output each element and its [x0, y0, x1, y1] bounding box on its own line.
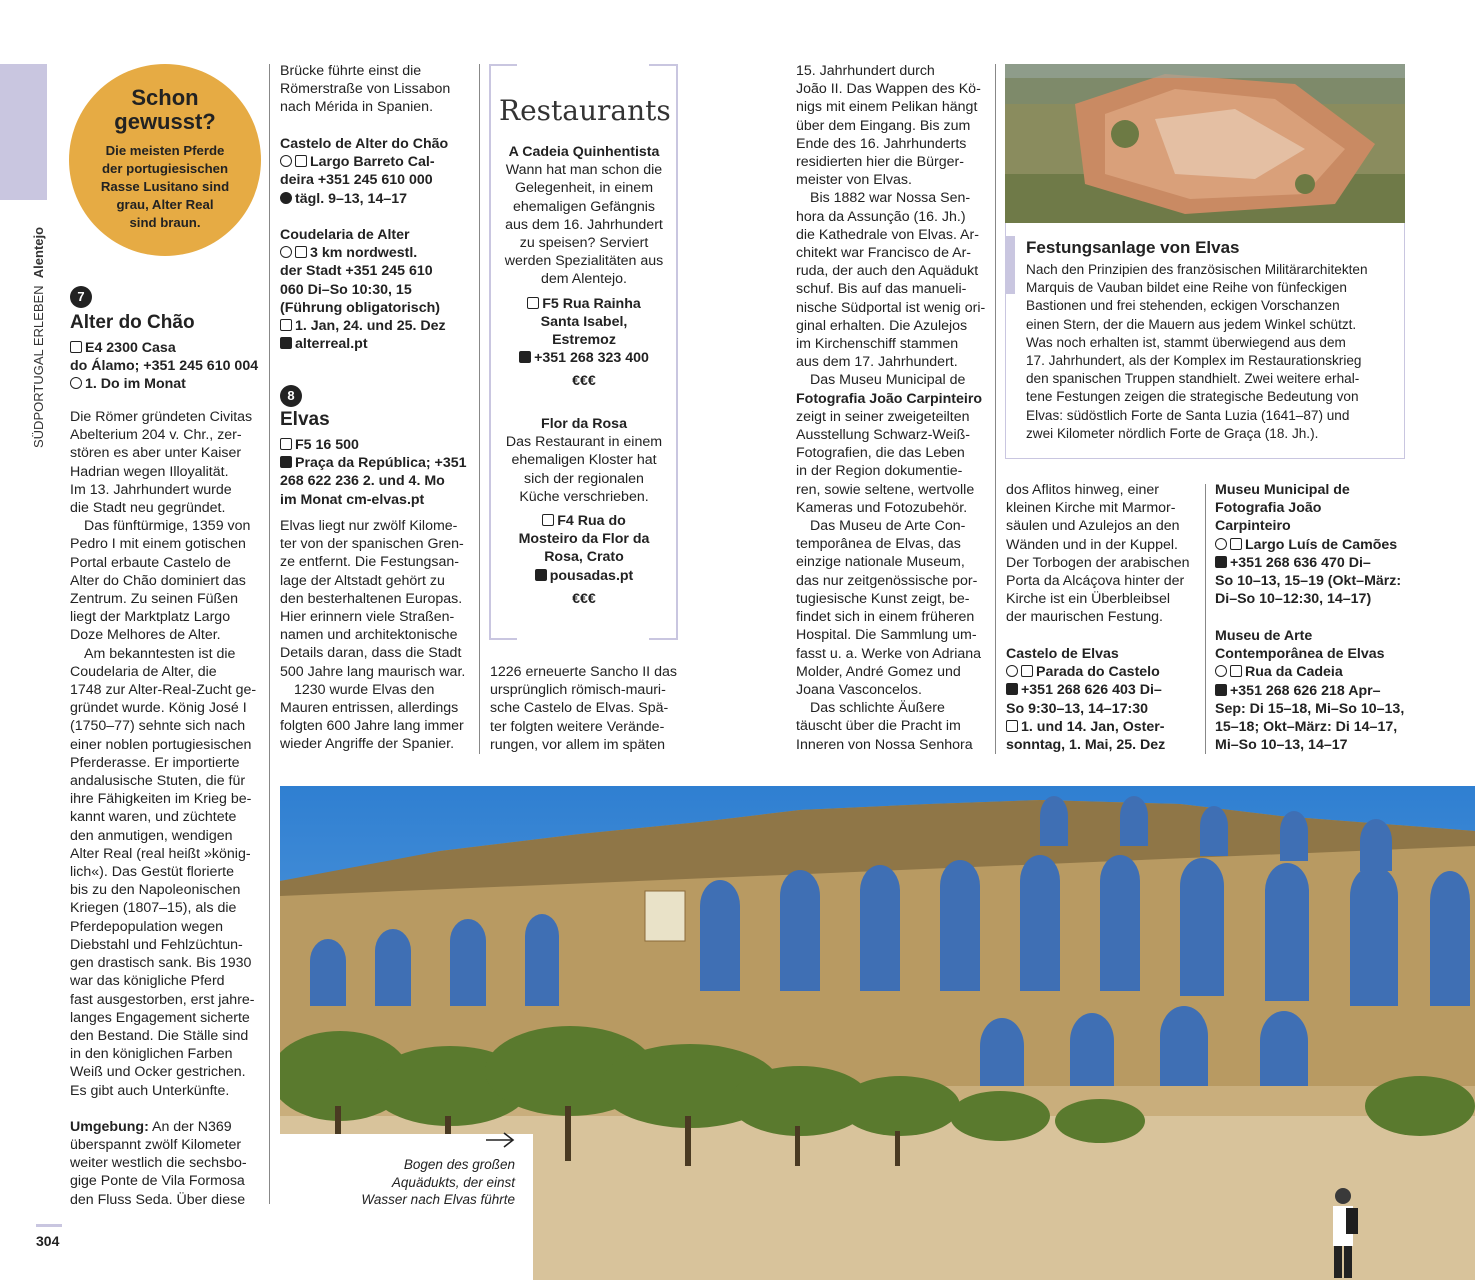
web-icon — [535, 569, 547, 581]
fact-title: Schon gewusst? — [114, 85, 216, 134]
arrow-right-icon — [484, 1130, 516, 1150]
festung-text: Nach den Prinzipien des französischen Militärarchitekten Marquis de Vauban bildet eine Reihe von fünfeckigen Bastionen und frei stehenden, eckigen Vorschanzen einen Stern, der die Mauern aus jedem Winkel schützt. Was noch erhalten ist, stammt überwiegend aus dem 17. Jahrhundert, als der Komplex im Restaurationskrieg den spanischen Truppen standhielt. Zwei weitere erhal- tene Festungen zeigen die strategische Bedeutung von Elvas: südöstlich Forte de Santa Luzia (1641–87) und zwei Kilometer nördlich Forte de Graça (18. Jh.). — [1026, 262, 1368, 441]
entry-number: 7 — [70, 286, 92, 308]
elvas-body: Elvas liegt nur zwölf Kilome- ter von der spanischen Gren- ze entfernt. Die Festungsan- lage der Altstadt gehört zu den besterhaltenen Europas. Hier erinnern viele Straßen- namen und architektonische Details daran, dass die Stadt 500 Jahre lang maurisch war. 1230 wurde Elvas den Mauren entrissen, allerdings folgten 600 Jahre lang immer wieder Angriffe der Spanier. — [280, 518, 466, 753]
map-icon — [70, 341, 82, 353]
map-icon — [527, 297, 539, 309]
address-icon — [295, 246, 307, 258]
section-label: SÜDPORTUGAL ERLEBEN Alentejo — [31, 226, 46, 448]
map-icon — [542, 514, 554, 526]
address-icon — [1021, 665, 1033, 677]
entry-info: E4 2300 Casa do Álamo; +351 245 610 004 1. Do im Monat — [70, 340, 259, 393]
accessibility-icon — [280, 155, 292, 167]
museu-arte-info: Museu de Arte Contemporânea de Elvas Rua da Cadeia +351 268 626 218 Apr– Sep: Di 15–18, Mi–So 10–13, 15–18; Okt–März: Di 14–17, Mi–So 10–13, 14–17 — [1215, 628, 1405, 754]
accessibility-icon — [1215, 665, 1227, 677]
restaurant-flor-da-rosa: Flor da Rosa Das Restaurant in einem ehemaligen Kloster hat sich der regionalen Küche verschrieben. F4 Rua do Mosteiro da Flor da Rosa, Crato pousadas.pt €€€ — [494, 415, 674, 608]
entry-info: F5 16 500 Praça da República; +351 268 622 236 2. und 4. Mo im Monat cm-elvas.pt — [280, 437, 467, 508]
closed-icon — [280, 319, 292, 331]
section-tab — [0, 64, 47, 200]
entry-elvas — [280, 385, 475, 509]
address-icon — [295, 155, 307, 167]
closed-icon — [1006, 720, 1018, 732]
col5-body: dos Aflitos hinweg, einer kleinen Kirche mit Marmor- säulen und Azulejos an den Wänden und in der Kuppel. Der Torbogen der arabischen Porta da Alcáçova hinter der Kirche ist ein Überbleibsel der maurischen Festung. — [1006, 482, 1190, 626]
entry-title: Elvas — [280, 409, 330, 430]
phone-icon — [519, 351, 531, 363]
phone-icon — [1215, 556, 1227, 568]
wheelchair-icon — [280, 246, 292, 258]
museu-fotografia-info: Museu Municipal de Fotografia João Carpinteiro Largo Luís de Camões +351 268 636 470 Di– So 10–13, 15–19 (Okt–März: Di–So 10–12:30, 14–17) — [1215, 482, 1402, 608]
fact-text: Die meisten Pferde der portugiesischen Rasse Lusitano sind grau, Alter Real sind braun. — [100, 143, 230, 230]
clock-icon — [280, 192, 292, 204]
price-level: €€€ — [572, 590, 596, 607]
column-rule — [995, 64, 996, 754]
address-icon — [1230, 665, 1242, 677]
col2-top: Brücke führte einst die Römerstraße von Lissabon nach Mérida in Spanien. — [280, 63, 451, 116]
coudelaria-info: Coudelaria de Alter 3 km nordwestl. der Stadt +351 245 610 060 Di–So 10:30, 15 (Führung obligatorisch) 1. Jan, 24. und 25. Dez alterreal.pt — [280, 227, 446, 353]
price-level: €€€ — [572, 373, 596, 390]
castelo-elvas-info: Castelo de Elvas Parada do Castelo +351 268 626 403 Di– So 9:30–13, 14–17:30 1. und 14. Jan, Oster- sonntag, 1. Mai, 25. Dez — [1006, 646, 1166, 754]
restaurant-a-cadeia: A Cadeia Quinhentista Wann hat man schon die Gelegenheit, in einem ehemaligen Gefängnis aus dem 16. Jahrhundert zu speisen? Serviert werden Spezialitäten aus dem Alentejo. F5 Rua Rainha Santa Isabel, Estremoz +351 268 323 400 €€€ — [494, 143, 674, 391]
page-number: 304 — [36, 1233, 60, 1249]
column-rule — [479, 64, 480, 754]
festung-title: Festungsanlage von Elvas — [1026, 238, 1240, 257]
info-icon — [280, 456, 292, 468]
box-accent — [1005, 236, 1015, 294]
castelo-alter-info: Castelo de Alter do Chão Largo Barreto Cal- deira +351 245 610 000 tägl. 9–13, 14–17 — [280, 136, 449, 207]
accessibility-icon — [1215, 538, 1227, 550]
column-rule — [269, 64, 270, 1204]
web-icon — [280, 337, 292, 349]
alter-body: Die Römer gründeten Civitas Abelterium 204 v. Chr., zer- stören es aber unter Kaiser Hadrian wegen Illoyalität. Im 13. Jahrhundert wurde die Stadt neu gegründet. Das fünftürmige, 1359 von Pedro I mit einem gotischen Portal erbaute Castelo de Alter do Chão dominiert das Zentrum. Zu seinen Füßen liegt der Marktplatz Largo Doze Melhores de Alter. Am bekanntesten ist die Coudelaria de Alter, die 1748 zur Alter-Real-Zucht ge- gründet wurde. König José I (1750–77) sehnte sich nach einer noblen portugiesischen Pferderasse. Er importierte andalusische Stuten, die für ihre Fähigkeiten im Krieg be- kannt waren, und züchtete den anmutigen, wendigen Alter Real (real heißt »könig- lich«). Das Gestüt florierte bis zu den Napoleonischen Kriegen (1807–15), als die Pferdepopulation wegen Diebstahl und Fehlzüchtun- gen drastisch sank. Bis 1930 war das königliche Pferd fast ausgestorben, erst jahre- langes Engagement sicherte den Bestand. Die Ställe sind in den königlichen Farben Weiß und Ocker gestrichen. Es gibt auch Unterkünfte. Umgebung: An der N369 überspannt zwölf Kilometer weiter westlich die sechsbo- gige Ponte de Vila Formosa den Fluss Seda. Über diese — [70, 409, 257, 1208]
map-icon — [280, 438, 292, 450]
phone-icon — [1215, 684, 1227, 696]
accessibility-icon — [1006, 665, 1018, 677]
page-marker — [36, 1224, 62, 1227]
column-rule — [1205, 484, 1206, 754]
aerial-photo-elvas — [1005, 64, 1405, 223]
phone-icon — [1006, 683, 1018, 695]
calendar-icon — [70, 377, 82, 389]
entry-number: 8 — [280, 385, 302, 407]
entry-alter-do-chao — [70, 286, 265, 394]
entry-title: Alter do Chão — [70, 312, 195, 333]
photo-caption: Bogen des großen Aquädukts, der einst Wasser nach Elvas führte — [361, 1157, 515, 1207]
did-you-know-box — [69, 64, 261, 256]
restaurants-heading: Restaurants — [499, 94, 671, 127]
col4-body: 15. Jahrhundert durch João II. Das Wappen des Kö- nigs mit einem Pelikan hängt über dem Eingang. Bis zum Ende des 16. Jahrhunderts residierten hier die Bürger- meister von Elvas. Bis 1882 war Nossa Sen- hora da Assunção (16. Jh.) die Kathedrale von Elvas. Ar- chitekt war Francisco de Ar- ruda, der auch den Aquädukt schuf. Bis auf das manueli- nische Südportal ist wenig ori- ginal erhalten. Die Azulejos im Kirchenschiff stammen aus dem 17. Jahrhundert. Das Museu Municipal de Fotografia João Carpinteiro zeigt in seiner zweigeteilten Ausstellung Schwarz-Weiß- Fotografien, die das Leben in der Region dokumentie- ren, sowie seltene, wertvolle Kameras und Fotozubehör. Das Museu de Arte Con- temporânea de Elvas, das einzige nationale Museum, das nur zeitgenössische por- tugiesische Kunst zeigt, be- findet sich in einem früheren Hospital. Die Sammlung um- fasst u. a. Werke von Adriana Molder, André Gomez und Joana Vasconcelos. Das schlichte Äußere täuscht über die Pracht im Inneren von Nossa Senhora — [796, 63, 986, 753]
address-icon — [1230, 538, 1242, 550]
col3-body: 1226 erneuerte Sancho II das ursprünglich römisch-mauri- sche Castelo de Elvas. Spä- ter folgten weitere Verände- rungen, vor allem im späten — [490, 664, 677, 753]
